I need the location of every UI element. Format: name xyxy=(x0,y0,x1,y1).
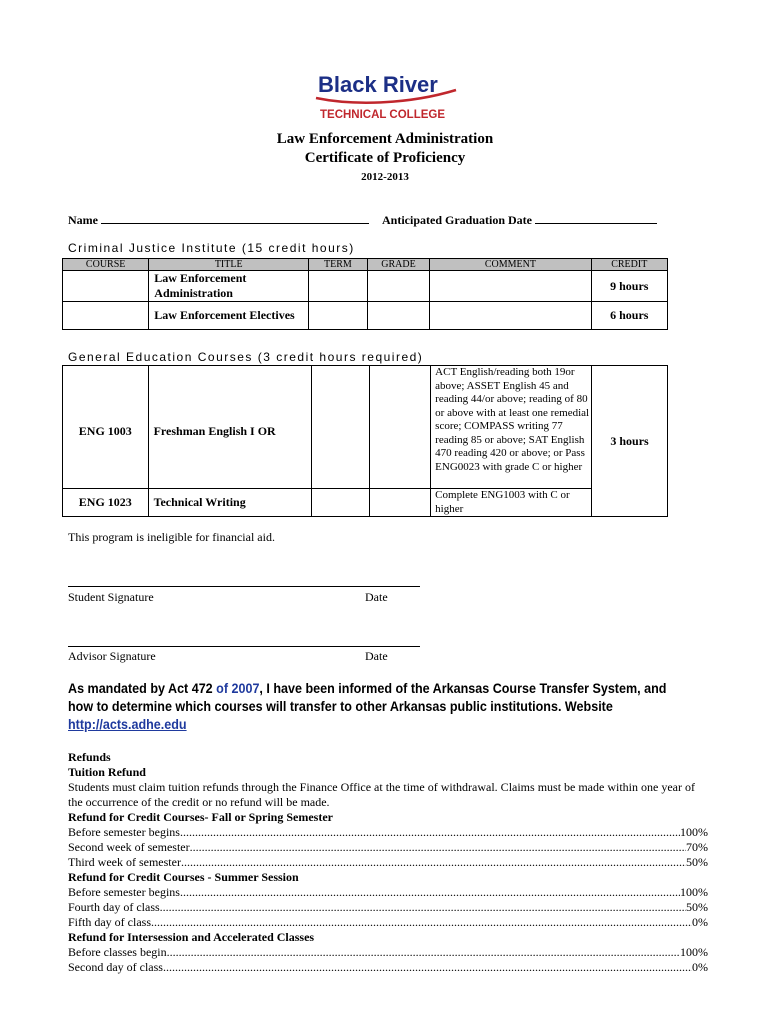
grade-cell[interactable] xyxy=(367,302,430,330)
col-term: TERM xyxy=(309,259,368,271)
refund-group-title: Refund for Credit Courses - Summer Session xyxy=(68,870,299,884)
refund-item xyxy=(68,960,708,975)
table-row xyxy=(63,271,668,302)
refund-item xyxy=(68,900,708,915)
refund-value: 50% xyxy=(686,900,708,914)
refund-value: 70% xyxy=(686,840,708,854)
grade-cell[interactable] xyxy=(369,366,431,489)
refund-label: Before classes begin xyxy=(68,945,167,959)
col-credit: CREDIT xyxy=(591,259,667,271)
refund-value: 100% xyxy=(680,885,708,899)
credit-cell: 9 hours xyxy=(591,271,667,302)
advisor-signature-line[interactable] xyxy=(68,646,420,647)
gen-ed-heading: General Education Courses (3 credit hours required) xyxy=(68,350,424,364)
graduation-date-field[interactable] xyxy=(535,211,657,224)
tuition-refund-heading: Tuition Refund xyxy=(68,765,146,779)
cji-table xyxy=(62,258,668,330)
tuition-refund-text: Students must claim tuition refunds through the Finance Office at the time of withdrawal. Claims must be made within one year of the occurrence of the credit or no refund will be made. xyxy=(68,780,695,809)
financial-aid-note: This program is ineligible for financial aid. xyxy=(68,530,275,544)
logo-line2: TECHNICAL COLLEGE xyxy=(320,109,446,121)
course-cell: ENG 1003 xyxy=(63,366,149,489)
refund-value: 100% xyxy=(680,825,708,839)
refund-label: Second week of semester xyxy=(68,840,190,854)
mandate-year: of 2007 xyxy=(216,681,260,696)
title-cell: Technical Writing xyxy=(148,489,311,517)
refund-item xyxy=(68,945,708,960)
acts-link[interactable]: http://acts.adhe.edu xyxy=(68,717,187,732)
logo-line1: Black River xyxy=(318,72,438,97)
refund-label: Before semester begins xyxy=(68,825,180,839)
table-header-row xyxy=(63,259,668,271)
refund-group-title: Refund for Credit Courses- Fall or Spring Semester xyxy=(68,810,333,824)
gen-ed-table xyxy=(62,365,668,517)
refund-label: Fourth day of class xyxy=(68,900,160,914)
col-grade: GRADE xyxy=(367,259,430,271)
student-date-label: Date xyxy=(365,590,388,604)
graduation-date-label: Anticipated Graduation Date xyxy=(382,213,532,227)
cji-heading: Criminal Justice Institute (15 credit hours) xyxy=(68,241,355,255)
term-cell[interactable] xyxy=(312,366,370,489)
refund-item xyxy=(68,855,708,870)
name-row xyxy=(68,211,678,228)
grade-cell[interactable] xyxy=(369,489,431,517)
comment-cell: ACT English/reading both 19or above; ASSET English 45 and reading 44/or above; reading of 80 or above with at least one remedial score; COMPASS writing 77 reading 85 or above; SAT English 470 reading 420 or above; or Pass ENG0023 with grade C or higher xyxy=(431,366,592,489)
advisor-date-label: Date xyxy=(365,649,388,663)
refund-value: 0% xyxy=(692,915,708,929)
refund-value: 50% xyxy=(686,855,708,869)
comment-cell[interactable] xyxy=(430,271,591,302)
advisor-signature-label: Advisor Signature xyxy=(68,649,156,663)
refund-item xyxy=(68,915,708,930)
credit-cell: 3 hours xyxy=(592,366,668,517)
term-cell[interactable] xyxy=(309,271,368,302)
refund-value: 0% xyxy=(692,960,708,974)
document-year: 2012-2013 xyxy=(361,171,409,183)
refund-item xyxy=(68,825,708,840)
col-comment: COMMENT xyxy=(430,259,591,271)
refunds-section xyxy=(68,750,708,975)
course-cell[interactable] xyxy=(63,271,149,302)
title-cell: Law Enforcement Electives xyxy=(149,302,309,330)
document-subtitle: Certificate of Proficiency xyxy=(304,150,466,166)
term-cell[interactable] xyxy=(312,489,370,517)
comment-cell: Complete ENG1003 with C or higher xyxy=(431,489,592,517)
refund-item xyxy=(68,840,708,855)
student-signature-label: Student Signature xyxy=(68,590,154,604)
term-cell[interactable] xyxy=(309,302,368,330)
refund-group-title: Refund for Intersession and Accelerated Classes xyxy=(68,930,315,944)
title-cell: Law Enforcement Administration xyxy=(149,271,309,302)
table-row xyxy=(63,302,668,330)
document-title: Law Enforcement Administration xyxy=(276,131,494,147)
college-logo xyxy=(310,68,460,122)
refund-label: Third week of semester xyxy=(68,855,181,869)
credit-cell: 6 hours xyxy=(591,302,667,330)
refund-label: Before semester begins xyxy=(68,885,180,899)
course-cell: ENG 1023 xyxy=(63,489,149,517)
name-field[interactable] xyxy=(101,211,369,224)
act-472-statement xyxy=(68,680,682,734)
grade-cell[interactable] xyxy=(367,271,430,302)
mandate-text-2: , I have been informed of the Arkansas Course Transfer System, and how to determine which courses will transfer to other Arkansas public institutions. Website xyxy=(68,681,667,714)
course-cell[interactable] xyxy=(63,302,149,330)
comment-cell[interactable] xyxy=(430,302,591,330)
mandate-text-1: As mandated by Act 472 xyxy=(68,681,217,696)
refund-item xyxy=(68,885,708,900)
title-cell: Freshman English I OR xyxy=(148,366,311,489)
table-row xyxy=(63,489,668,517)
name-label: Name xyxy=(68,213,98,227)
refund-label: Fifth day of class xyxy=(68,915,151,929)
refund-value: 100% xyxy=(680,945,708,959)
col-course: COURSE xyxy=(63,259,149,271)
refunds-heading: Refunds xyxy=(68,750,111,764)
table-row xyxy=(63,366,668,489)
student-signature-line[interactable] xyxy=(68,586,420,587)
col-title: TITLE xyxy=(149,259,309,271)
refund-label: Second day of class xyxy=(68,960,163,974)
